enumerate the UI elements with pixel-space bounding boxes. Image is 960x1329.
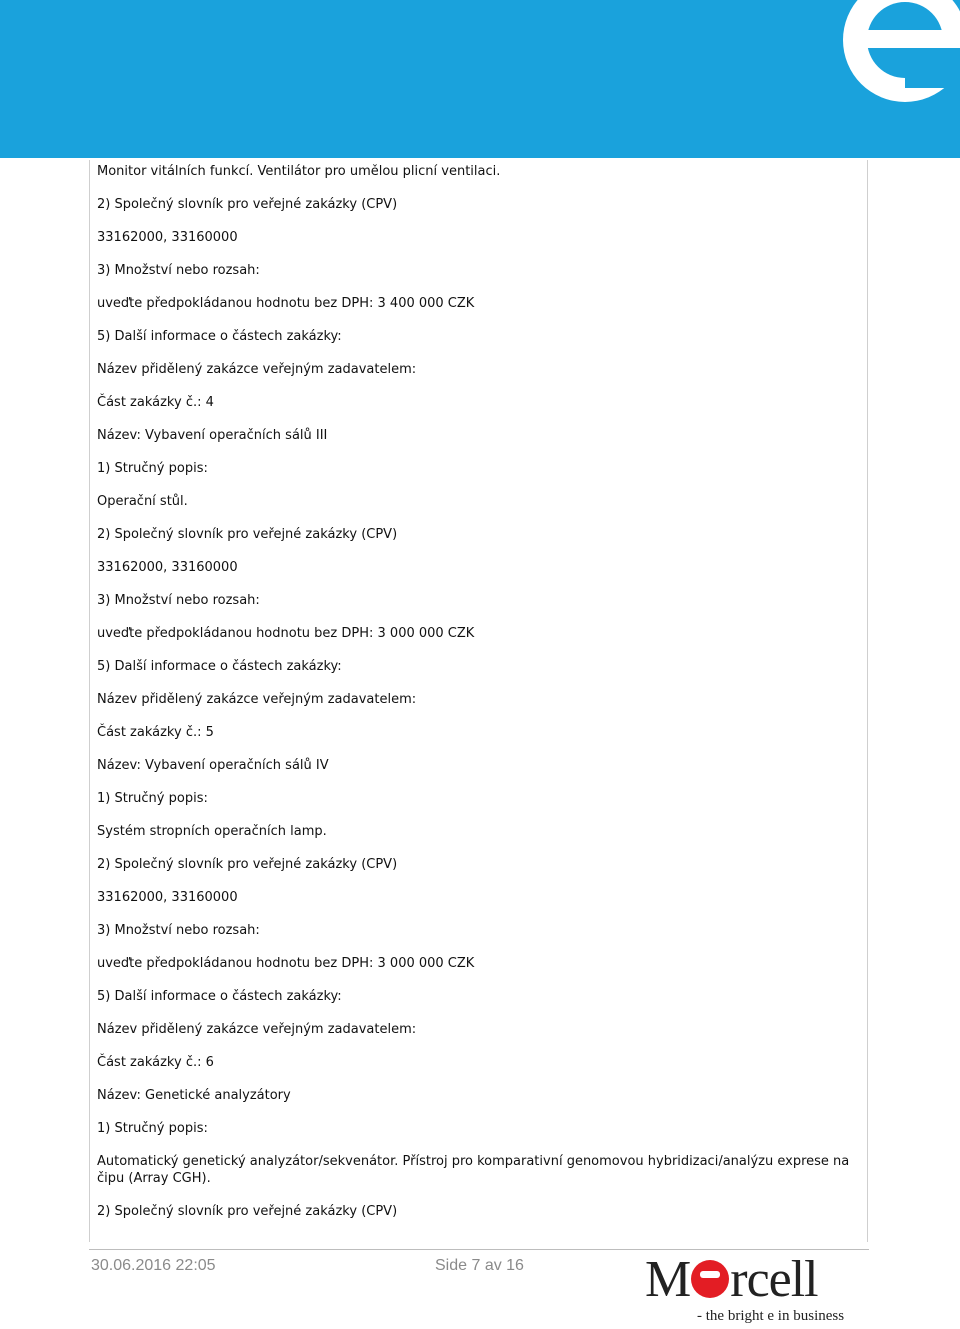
text-line: Název přidělený zakázce veřejným zadavatelem:: [97, 362, 417, 377]
text-line: Monitor vitálních funkcí. Ventilátor pro umělou plicní ventilaci.: [97, 164, 501, 179]
text-line: 1) Stručný popis:: [97, 461, 208, 476]
e-logo-icon: [0, 0, 960, 158]
text-line: 1) Stručný popis:: [97, 1121, 208, 1136]
text-line: 33162000, 33160000: [97, 230, 238, 245]
text-line: Operační stůl.: [97, 494, 188, 509]
text-line: uveďte předpokládanou hodnotu bez DPH: 3 000 000 CZK: [97, 956, 475, 971]
logo-suffix: rcell: [730, 1251, 818, 1308]
logo-wordmark: [645, 1252, 818, 1308]
text-line: 2) Společný slovník pro veřejné zakázky (CPV): [97, 857, 398, 872]
logo-prefix: M: [645, 1251, 691, 1308]
text-line: 33162000, 33160000: [97, 560, 238, 575]
text-line: Část zakázky č.: 6: [97, 1055, 214, 1070]
text-line: uveďte předpokládanou hodnotu bez DPH: 3 400 000 CZK: [97, 296, 475, 311]
footer-page-number: Side 7 av 16: [435, 1257, 524, 1274]
text-line: 1) Stručný popis:: [97, 791, 208, 806]
text-line: Automatický genetický analyzátor/sekvenátor. Přístroj pro komparativní genomovou hybridizaci/analýzu exprese na čipu (Array CGH).: [97, 1154, 850, 1186]
footer-divider: [89, 1249, 869, 1250]
text-line: Systém stropních operačních lamp.: [97, 824, 327, 839]
text-line: 3) Množství nebo rozsah:: [97, 593, 260, 608]
text-line: 2) Společný slovník pro veřejné zakázky (CPV): [97, 197, 398, 212]
text-line: 3) Množství nebo rozsah:: [97, 923, 260, 938]
text-line: Název přidělený zakázce veřejným zadavatelem:: [97, 1022, 417, 1037]
document-body: [97, 163, 863, 1220]
mercell-logo: [645, 1252, 867, 1329]
header-band: [0, 0, 960, 158]
frame-left-border: [89, 160, 90, 1242]
text-line: uveďte předpokládanou hodnotu bez DPH: 3 000 000 CZK: [97, 626, 475, 641]
red-e-icon: [691, 1260, 729, 1298]
text-line: 2) Společný slovník pro veřejné zakázky (CPV): [97, 527, 398, 542]
text-line: 5) Další informace o částech zakázky:: [97, 989, 342, 1004]
text-line: Název přidělený zakázce veřejným zadavatelem:: [97, 692, 417, 707]
text-line: 2) Společný slovník pro veřejné zakázky (CPV): [97, 1204, 398, 1219]
text-line: Název: Genetické analyzátory: [97, 1088, 291, 1103]
text-line: 3) Množství nebo rozsah:: [97, 263, 260, 278]
text-line: Část zakázky č.: 4: [97, 395, 214, 410]
text-line: 33162000, 33160000: [97, 890, 238, 905]
text-line: 5) Další informace o částech zakázky:: [97, 329, 342, 344]
text-line: 5) Další informace o částech zakázky:: [97, 659, 342, 674]
frame-right-border: [867, 160, 868, 1242]
footer-date: 30.06.2016 22:05: [91, 1257, 216, 1274]
logo-tagline: - the bright e in business: [697, 1308, 845, 1324]
text-line: Část zakázky č.: 5: [97, 725, 214, 740]
text-line: Název: Vybavení operačních sálů III: [97, 428, 328, 443]
text-line: Název: Vybavení operačních sálů IV: [97, 758, 329, 773]
